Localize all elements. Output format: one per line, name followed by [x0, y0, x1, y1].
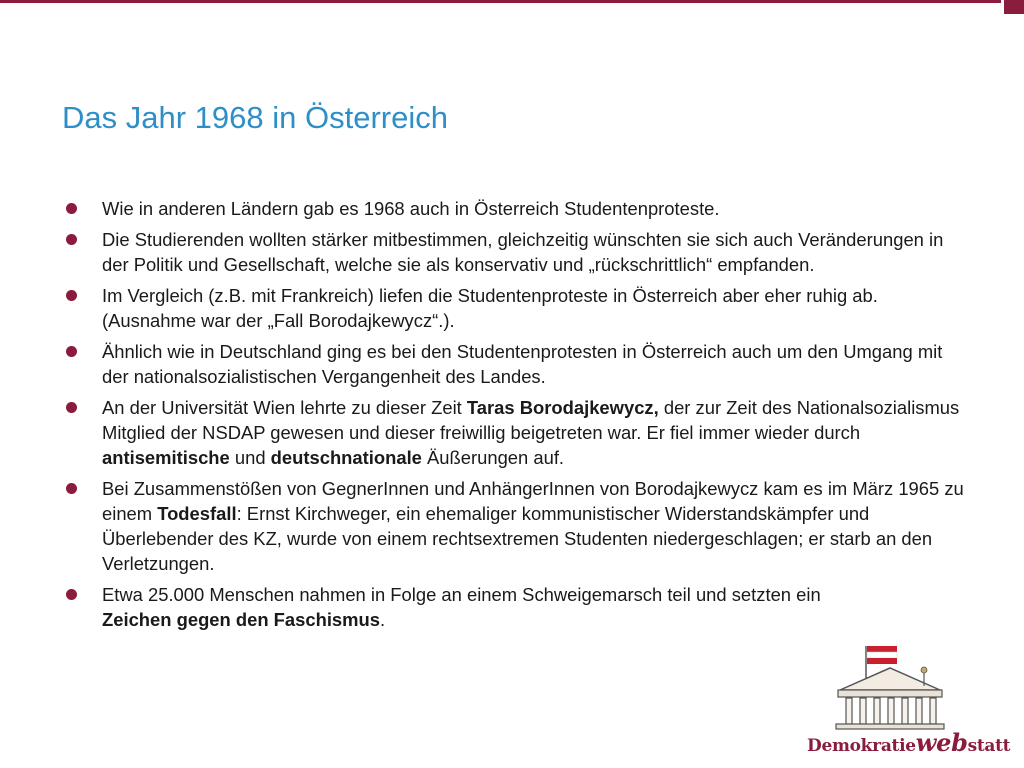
bullet-dot-icon	[66, 402, 77, 413]
logo-text-statt: statt	[967, 736, 1011, 756]
bullet-list	[66, 196, 966, 638]
bullet-text-run: Etwa 25.000 Menschen nahmen in Folge an einem Schweigemarsch teil und setzten ein	[102, 584, 821, 605]
bullet-item	[66, 395, 966, 470]
bullet-item	[66, 196, 966, 221]
bullet-text-bold: Zeichen gegen den Faschismus	[102, 609, 380, 630]
bullet-text-run: .	[379, 609, 386, 630]
bullet-text	[102, 285, 878, 331]
logo-text-demokratie: Demokratie	[807, 736, 916, 756]
bullet-text	[102, 341, 942, 387]
bullet-text-run: Ähnlich wie in Deutschland ging es bei den Studentenprotesten in Österreich auch um den Umgang mit der nationalsozialistischen Vergangenheit des Landes.	[102, 341, 943, 387]
logo-text-web: web	[915, 728, 968, 757]
bullet-dot-icon	[66, 589, 77, 600]
bullet-text	[102, 478, 964, 574]
bullet-text	[102, 397, 959, 468]
bullet-dot-icon	[66, 290, 77, 301]
corner-square	[1004, 0, 1024, 14]
bullet-dot-icon	[66, 203, 77, 214]
top-rule	[0, 0, 1001, 3]
bullet-text-run: der zur Zeit des Nationalsozialismus Mitglied der NSDAP gewesen und dieser freiwillig beigetreten war. Er fiel immer wieder durch	[102, 397, 960, 443]
bullet-dot-icon	[66, 234, 77, 245]
bullet-text-run: : Ernst Kirchweger, ein ehemaliger kommunistischer Widerstandskämpfer und Überlebender des KZ, wurde von einem rechtsextremen Studenten niedergeschlagen; er starb an den Verletzungen.	[102, 503, 933, 574]
bullet-text-run: Äußerungen auf.	[421, 447, 565, 468]
bullet-text-run: und	[229, 447, 271, 468]
bullet-item	[66, 476, 966, 576]
bullet-item	[66, 227, 966, 277]
bullet-text-bold: antisemitische	[102, 447, 230, 468]
slide-title: Das Jahr 1968 in Österreich	[62, 100, 448, 135]
bullet-text-run: An der Universität Wien lehrte zu dieser Zeit	[102, 397, 467, 418]
bullet-text	[102, 229, 943, 275]
bullet-text-bold: Todesfall	[157, 503, 237, 524]
bullet-item	[66, 283, 966, 333]
bullet-item	[66, 582, 862, 632]
bullet-text-bold: Taras Borodajkewycz,	[466, 397, 659, 418]
bullet-text-run: Bei Zusammenstößen von GegnerInnen und AnhängerInnen von Borodajkewycz kam es im März 1965 zu einem	[102, 478, 964, 524]
bullet-item	[66, 339, 966, 389]
bullet-text-run: Wie in anderen Ländern gab es 1968 auch in Österreich Studentenproteste.	[102, 198, 720, 219]
bullet-dot-icon	[66, 483, 77, 494]
bullet-text	[102, 198, 720, 219]
bullet-dot-icon	[66, 346, 77, 357]
bullet-text	[102, 584, 821, 630]
demokratiewebstatt-logo	[800, 640, 1011, 762]
bullet-text-bold: deutschnationale	[270, 447, 422, 468]
bullet-text-run: Die Studierenden wollten stärker mitbestimmen, gleichzeitig wünschten sie sich auch Veränderungen in der Politik und Gesellschaft, welche sie als konservativ und „rückschrittlich“ empfanden.	[102, 229, 944, 275]
logo-wordmark	[807, 728, 1010, 757]
bullet-text-run: Im Vergleich (z.B. mit Frankreich) liefen die Studentenproteste in Österreich aber eher ruhig ab. (Ausnahme war der „Fall Borodajkewycz“.).	[102, 285, 878, 331]
